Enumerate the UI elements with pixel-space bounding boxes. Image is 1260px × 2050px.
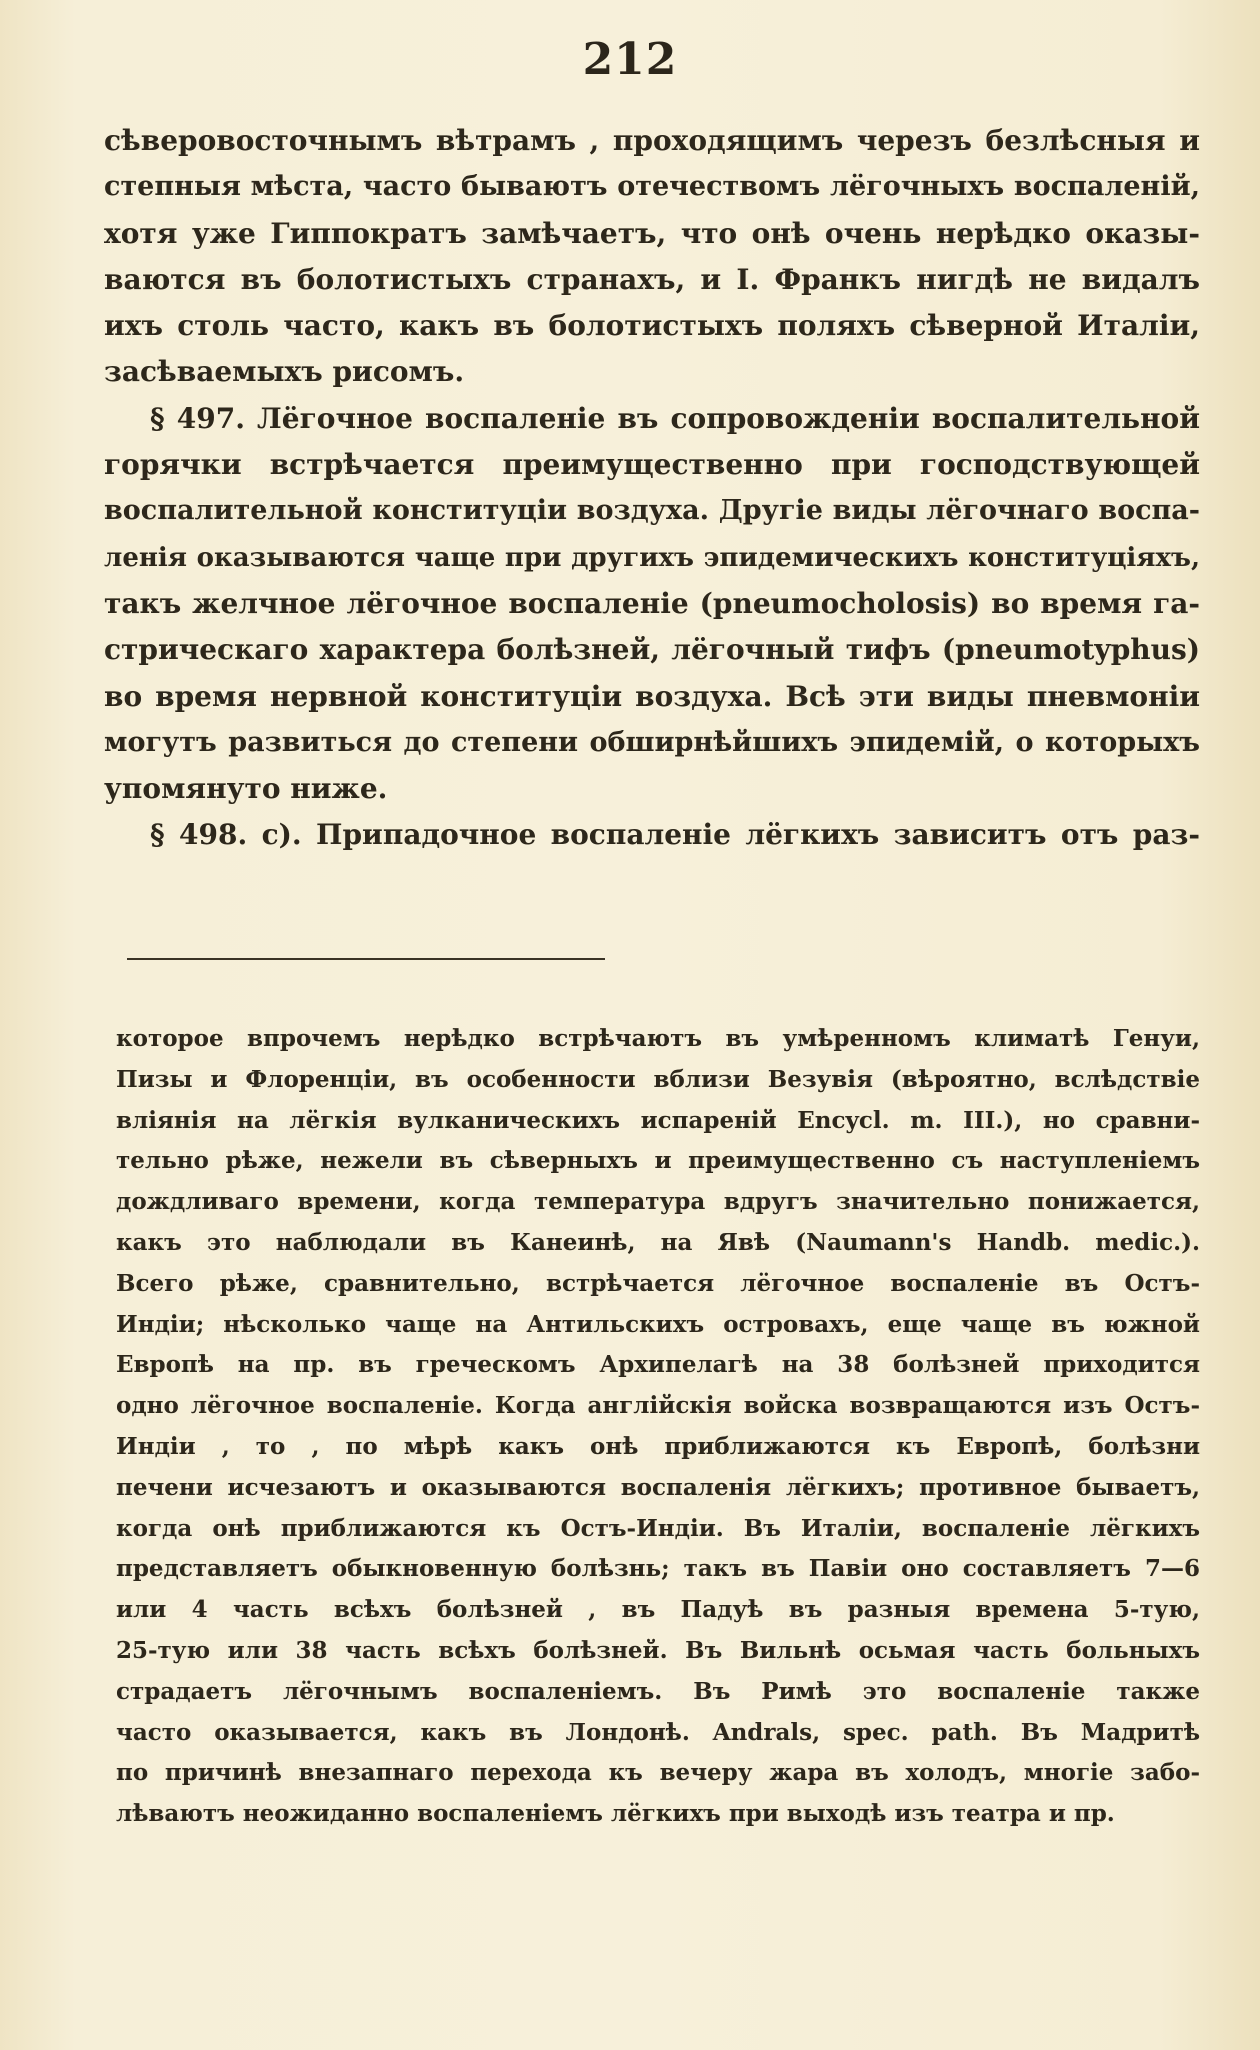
footnote-line: Индіи , то , по мѣрѣ какъ онѣ приближаются къ Европѣ, болѣзни	[116, 1432, 1200, 1460]
footnote-line: Всего рѣже, сравнительно, встрѣчается лёгочное воспаленіе въ Остъ-	[116, 1269, 1200, 1297]
main-text-line: степныя мѣста, часто бываютъ отечествомъ лёгочныхъ воспаленій,	[104, 171, 1200, 203]
footnote-line: которое впрочемъ нерѣдко встрѣчаютъ въ умѣренномъ климатѣ Генуи,	[116, 1025, 1200, 1052]
main-text-line: хотя уже Гиппократъ замѣчаетъ, что онѣ очень нерѣдко оказы-	[104, 216, 1200, 250]
footnote-line: или 4 часть всѣхъ болѣзней , въ Падуѣ въ разныя времена 5-тую,	[116, 1596, 1200, 1624]
footnote-divider	[127, 958, 605, 960]
footnote-line: Индіи; нѣсколько чаще на Антильскихъ островахъ, еще чаще въ южной	[116, 1310, 1200, 1338]
main-text-line: сѣверовосточнымъ вѣтрамъ , проходящимъ черезъ безлѣсныя и	[104, 124, 1200, 157]
footnote-line: лѣваютъ неожиданно воспаленіемъ лёгкихъ при выходѣ изъ театра и пр.	[116, 1800, 1115, 1828]
paragraph-498-start: § 498. c). Припадочное воспаленіе лёгкихъ зависитъ отъ раз-	[150, 818, 1200, 852]
main-text-line: воспалительной конституціи воздуха. Другіе виды лёгочнаго воспа-	[104, 495, 1200, 527]
main-text-line: во время нервной конституціи воздуха. Всѣ эти виды пневмоніи	[104, 679, 1200, 713]
footnote-line: страдаетъ лёгочнымъ воспаленіемъ. Въ Римѣ это воспаленіе также	[116, 1677, 1200, 1705]
footnote-line: 25-тую или 38 часть всѣхъ болѣзней. Въ Вильнѣ осьмая часть больныхъ	[116, 1636, 1200, 1664]
main-text-line: упомянуто ниже.	[104, 772, 388, 806]
footnote-line: какъ это наблюдали въ Канеинѣ, на Явѣ (Naumann's Handb. medic.).	[116, 1228, 1200, 1256]
footnote-line: печени исчезаютъ и оказываются воспаленія лёгкихъ; противное бываетъ,	[116, 1473, 1200, 1501]
footnote-line: представляетъ обыкновенную болѣзнь; такъ въ Павіи оно составляетъ 7—6	[116, 1555, 1200, 1583]
footnote-line: тельно рѣже, нежели въ сѣверныхъ и преимущественно съ наступленіемъ	[116, 1147, 1200, 1175]
main-text-line: такъ желчное лёгочное воспаленіе (pneumocholosis) во время га-	[104, 586, 1200, 620]
main-text	[104, 118, 1200, 859]
footnote-text	[116, 1019, 1200, 1835]
main-text-line: стрическаго характера болѣзней, лёгочный тифъ (pneumotyphus)	[104, 633, 1200, 667]
main-text-line: ленія оказываются чаще при другихъ эпидемическихъ конституціяхъ,	[104, 542, 1200, 573]
footnote-line: одно лёгочное воспаленіе. Когда англійскія войска возвращаются изъ Остъ-	[116, 1392, 1200, 1420]
footnote-line: Пизы и Флоренціи, въ особенности вблизи Везувія (вѣроятно, вслѣдствіе	[116, 1065, 1200, 1093]
footnote-line: Европѣ на пр. въ греческомъ Архипелагѣ на 38 болѣзней приходится	[116, 1351, 1200, 1379]
main-text-line: ваются въ болотистыхъ странахъ, и I. Франкъ нигдѣ не видалъ	[104, 262, 1200, 296]
footnote-line: когда онѣ приближаются къ Остъ-Индіи. Въ Италіи, воспаленіе лёгкихъ	[116, 1514, 1200, 1542]
footnote-line: по причинѣ внезапнаго перехода къ вечеру жара въ холодъ, многіе забо-	[116, 1759, 1200, 1787]
page-number: 212	[582, 34, 678, 85]
paragraph-497-start: § 497. Лёгочное воспаленіе въ сопровожденіи воспалительной	[150, 401, 1200, 435]
main-text-line: горячки встрѣчается преимущественно при господствующей	[104, 448, 1200, 482]
footnote-line: дождливаго времени, когда температура вдругъ значительно понижается,	[116, 1188, 1200, 1216]
main-text-line: могутъ развиться до степени обширнѣйшихъ эпидемій, о которыхъ	[104, 726, 1200, 758]
footnote-line: часто оказывается, какъ въ Лондонѣ. Andrals, spec. path. Въ Мадритѣ	[116, 1718, 1200, 1746]
main-text-line: ихъ столь часто, какъ въ болотистыхъ поляхъ сѣверной Италіи,	[104, 309, 1200, 343]
main-text-line: засѣваемыхъ рисомъ.	[104, 355, 465, 389]
footnote-line: вліянія на лёгкія вулканическихъ испареній Encycl. m. III.), но сравни-	[116, 1106, 1200, 1134]
